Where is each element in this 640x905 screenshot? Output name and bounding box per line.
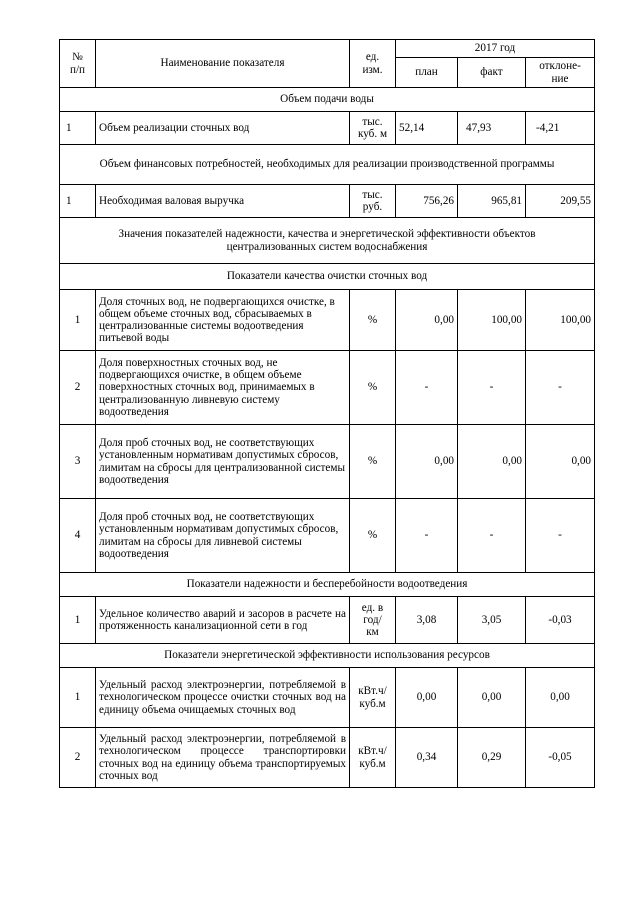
section-row <box>60 644 595 668</box>
table-row <box>60 185 595 218</box>
row-name: Удельный расход электроэнергии, потребляемой в технологическом процессе очистки сточных вод на единицу объема очищаемых сточных вод <box>96 668 350 728</box>
row-name: Доля проб сточных вод, не соответствующих установленным нормативам допустимых сбросов, лимитам на сбросы для ливневой системы водоотведения <box>96 499 350 573</box>
section-reliability: Показатели надежности и бесперебойности водоотведения <box>60 573 595 597</box>
row-plan: 0,00 <box>396 425 458 499</box>
table-row <box>60 499 595 573</box>
row-plan: 0,34 <box>396 728 458 788</box>
row-name: Необходимая валовая выручка <box>96 185 350 218</box>
header-unit: ед. изм. <box>350 40 396 88</box>
row-fact: 965,81 <box>458 185 526 218</box>
header-row-top <box>60 40 595 58</box>
row-deviation: 0,00 <box>526 425 595 499</box>
row-unit: кВт.ч/ куб.м <box>350 668 396 728</box>
row-fact: 0,00 <box>458 425 526 499</box>
row-num: 1 <box>60 112 96 145</box>
header-year: 2017 год <box>396 40 595 58</box>
row-deviation: 0,00 <box>526 668 595 728</box>
section-row <box>60 264 595 290</box>
section-row <box>60 88 595 112</box>
row-unit: тыс. руб. <box>350 185 396 218</box>
row-deviation: - <box>526 499 595 573</box>
table-row <box>60 351 595 425</box>
row-num: 4 <box>60 499 96 573</box>
row-fact: 0,00 <box>458 668 526 728</box>
section-quality: Показатели качества очистки сточных вод <box>60 264 595 290</box>
row-deviation: -0,05 <box>526 728 595 788</box>
row-deviation: -0,03 <box>526 597 595 644</box>
row-name: Объем реализации сточных вод <box>96 112 350 145</box>
row-num: 2 <box>60 728 96 788</box>
indicators-table <box>59 39 595 788</box>
table-row <box>60 668 595 728</box>
table-row <box>60 597 595 644</box>
row-plan: 0,00 <box>396 668 458 728</box>
table-row <box>60 290 595 351</box>
row-unit: тыс. куб. м <box>350 112 396 145</box>
section-water-supply: Объем подачи воды <box>60 88 595 112</box>
row-name: Удельное количество аварий и засоров в расчете на протяженность канализационной сети в год <box>96 597 350 644</box>
section-row <box>60 218 595 264</box>
row-name: Удельный расход электроэнергии, потребляемой в технологическом процессе транспортировки сточных вод на единицу объема транспортируемых сточных вод <box>96 728 350 788</box>
row-name: Доля проб сточных вод, не соответствующих установленным нормативам допустимых сбросов, лимитам на сбросы для централизованной системы водоотведения <box>96 425 350 499</box>
header-plan: план <box>396 58 458 88</box>
header-deviation: отклоне- ние <box>526 58 595 88</box>
row-unit: % <box>350 290 396 351</box>
row-num: 1 <box>60 668 96 728</box>
row-plan: 52,14 <box>396 112 458 145</box>
row-plan: - <box>396 499 458 573</box>
row-fact: - <box>458 499 526 573</box>
row-fact: 0,29 <box>458 728 526 788</box>
row-unit: % <box>350 425 396 499</box>
row-fact: 100,00 <box>458 290 526 351</box>
row-num: 2 <box>60 351 96 425</box>
row-plan: 0,00 <box>396 290 458 351</box>
section-energy: Показатели энергетической эффективности использования ресурсов <box>60 644 595 668</box>
table-row <box>60 425 595 499</box>
section-row <box>60 573 595 597</box>
table-row <box>60 728 595 788</box>
row-unit: % <box>350 351 396 425</box>
section-reliability-intro: Значения показателей надежности, качества и энергетической эффективности объектов централизованных систем водоснабжения <box>60 218 595 264</box>
section-row <box>60 145 595 185</box>
row-plan: 756,26 <box>396 185 458 218</box>
row-plan: 3,08 <box>396 597 458 644</box>
section-finance: Объем финансовых потребностей, необходимых для реализации производственной программы <box>60 145 595 185</box>
row-fact: 3,05 <box>458 597 526 644</box>
row-unit: % <box>350 499 396 573</box>
row-num: 1 <box>60 185 96 218</box>
row-fact: - <box>458 351 526 425</box>
row-num: 1 <box>60 290 96 351</box>
table-row <box>60 112 595 145</box>
header-fact: факт <box>458 58 526 88</box>
row-fact: 47,93 <box>458 112 526 145</box>
row-deviation: -4,21 <box>526 112 595 145</box>
row-deviation: 100,00 <box>526 290 595 351</box>
row-num: 1 <box>60 597 96 644</box>
header-num: № п/п <box>60 40 96 88</box>
row-name: Доля поверхностных сточных вод, не подвергающихся очистке, в общем объеме поверхностных сточных вод, принимаемых в централизованную ливневую систему водоотведения <box>96 351 350 425</box>
row-unit: ед. в год/ км <box>350 597 396 644</box>
row-unit: кВт.ч/ куб.м <box>350 728 396 788</box>
row-name: Доля сточных вод, не подвергающихся очистке, в общем объеме сточных вод, сбрасываемых в централизованные системы водоотведения питьевой воды <box>96 290 350 351</box>
row-plan: - <box>396 351 458 425</box>
row-deviation: - <box>526 351 595 425</box>
row-num: 3 <box>60 425 96 499</box>
header-name: Наименование показателя <box>96 40 350 88</box>
row-deviation: 209,55 <box>526 185 595 218</box>
